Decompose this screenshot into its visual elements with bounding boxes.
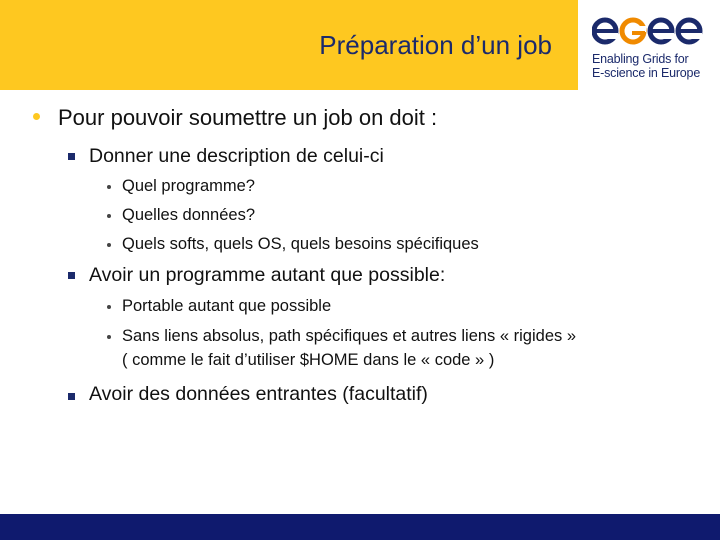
square-bullet-icon (68, 393, 75, 400)
sub-point-1: Donner une description de celui-ci (89, 145, 384, 167)
list-item: Quelles données? (122, 206, 256, 224)
list-item: Portable autant que possible (122, 297, 332, 315)
title-banner (0, 0, 578, 90)
square-bullet-icon (68, 272, 75, 279)
egee-wordmark-icon (592, 16, 704, 46)
bullet-dot-icon (33, 113, 40, 120)
list-item: Quel programme? (122, 177, 255, 195)
logo-tagline-2: E-science in Europe (592, 66, 701, 80)
small-bullet-icon (107, 335, 111, 339)
list-item: Sans liens absolus, path spécifiques et autres liens « rigides » (122, 327, 577, 345)
footer-bar (0, 514, 720, 540)
main-point: Pour pouvoir soumettre un job on doit : (58, 105, 438, 130)
sub-point-3: Avoir des données entrantes (facultatif) (89, 383, 428, 405)
egee-logo (578, 0, 720, 90)
square-bullet-icon (68, 153, 75, 160)
small-bullet-icon (107, 185, 111, 189)
small-bullet-icon (107, 214, 111, 218)
list-item: Quels softs, quels OS, quels besoins spécifiques (122, 235, 479, 253)
logo-tagline-1: Enabling Grids for (592, 52, 689, 66)
small-bullet-icon (107, 305, 111, 309)
sub-point-2: Avoir un programme autant que possible: (89, 264, 446, 286)
slide-title: Préparation d’un job (319, 30, 552, 60)
list-item-continuation: ( comme le fait d’utiliser $HOME dans le « code » ) (122, 351, 495, 369)
small-bullet-icon (107, 243, 111, 247)
